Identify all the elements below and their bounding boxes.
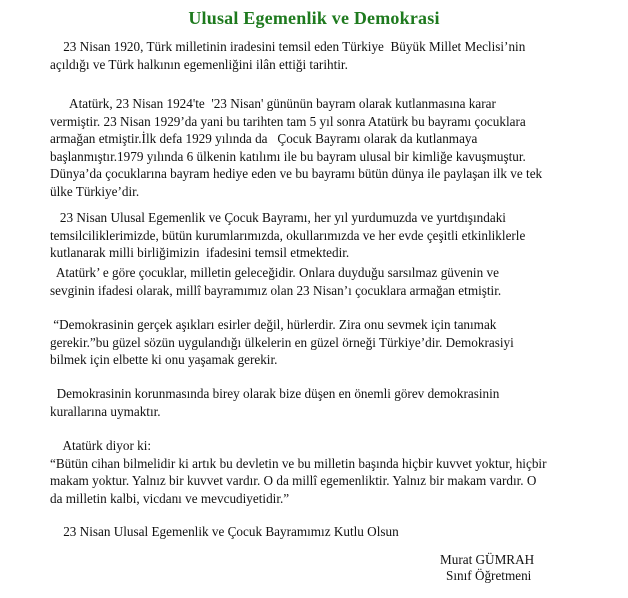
- signature-name: Murat GÜMRAH: [440, 552, 535, 567]
- paragraph-line: Atatürk, 23 Nisan 1924'te '23 Nisan' gününün bayram olarak kutlanmasına karar: [50, 96, 496, 111]
- paragraph-line: “Bütün cihan bilmelidir ki artık bu devletin ve bu milletin başında hiçbir kuvvet yoktur, hiçbir: [50, 455, 547, 471]
- paragraph-line: sevginin ifadesi olarak, millî bayramımız olan 23 Nisan’ı çocuklara armağan etmiştir.: [50, 282, 502, 298]
- paragraph-line: makam yoktur. Yalnız bir kuvvet vardır. O da millî egemenliktir. Yalnız bir makam vardır. O: [50, 473, 537, 488]
- paragraph-line: da milletin kalbi, vicdanı ve mevcudiyetidir.”: [50, 490, 290, 506]
- paragraph-3: [50, 209, 610, 262]
- paragraph-line: Dünya’da çocuklarına bayram hediye eden ve bu bayramı bütün dünya ile paylaşan ilk ve tek: [50, 166, 543, 181]
- paragraph-line: 23 Nisan Ulusal Egemenlik ve Çocuk Bayramı, her yıl yurdumuzda ve yurtdışındaki: [50, 210, 506, 225]
- paragraph-6: [50, 385, 610, 420]
- paragraph-5: [50, 316, 610, 369]
- paragraph-line: 23 Nisan 1920, Türk milletinin iradesini temsil eden Türkiye Büyük Millet Meclisi’nin: [50, 39, 526, 54]
- paragraph-line: 23 Nisan Ulusal Egemenlik ve Çocuk Bayramımız Kutlu Olsun: [50, 524, 399, 539]
- paragraph-line: Demokrasinin korunmasında birey olarak bize düşen en önemli görev demokrasinin: [50, 386, 500, 401]
- paragraph-line: kutlanarak milli birliğimizin ifadesini temsil etmektedir.: [50, 245, 350, 260]
- paragraph-1: [50, 38, 610, 73]
- paragraph-line: Atatürk’ e göre çocuklar, milletin geleceğidir. Onlara duyduğu sarsılmaz güvenin ve: [50, 265, 499, 280]
- paragraph-line: vermiştir. 23 Nisan 1929’da yani bu tarihten tam 5 yıl sonra Atatürk bu bayramı çocuklara: [50, 113, 526, 129]
- signature-role: Sınıf Öğretmeni: [446, 568, 532, 583]
- paragraph-line: Atatürk diyor ki:: [50, 438, 152, 453]
- paragraph-line: armağan etmiştir.İlk defa 1929 yılında da Çocuk Bayramı olarak da kutlanmaya: [50, 131, 478, 146]
- paragraph-line: bilmek için elbette ki onu yaşamak gerekir.: [50, 352, 278, 367]
- paragraph-line: gerekir.”bu güzel sözün uygulandığı ülkelerin en güzel örneği Türkiye’dir. Demokrasiyi: [50, 334, 514, 350]
- paragraph-4: [50, 264, 610, 299]
- paragraph-line: başlanmıştır.1979 yılında 6 ülkenin katılımı ile bu bayram ulusal bir kimliğe kavuşmuştur.: [50, 148, 526, 164]
- paragraph-line: açıldığı ve Türk halkının egemenliğini ilân ettiği tarihtir.: [50, 56, 348, 72]
- paragraph-line: kurallarına uymaktır.: [50, 403, 161, 419]
- paragraph-2: [50, 95, 610, 200]
- paragraph-line: “Demokrasinin gerçek aşıkları esirler değil, hürlerdir. Zira onu sevmek için tanımak: [50, 317, 497, 332]
- document-title: Ulusal Egemenlik ve Demokrasi: [188, 8, 440, 28]
- paragraph-7: [50, 437, 610, 507]
- paragraph-line: ülke Türkiye’dir.: [50, 183, 140, 199]
- signature-block: [440, 552, 600, 584]
- paragraph-line: temsilciliklerimizde, bütün kurumlarımızda, okullarımızda ve her evde çeşitli etkinliklerle: [50, 227, 526, 243]
- paragraph-8: [50, 523, 610, 541]
